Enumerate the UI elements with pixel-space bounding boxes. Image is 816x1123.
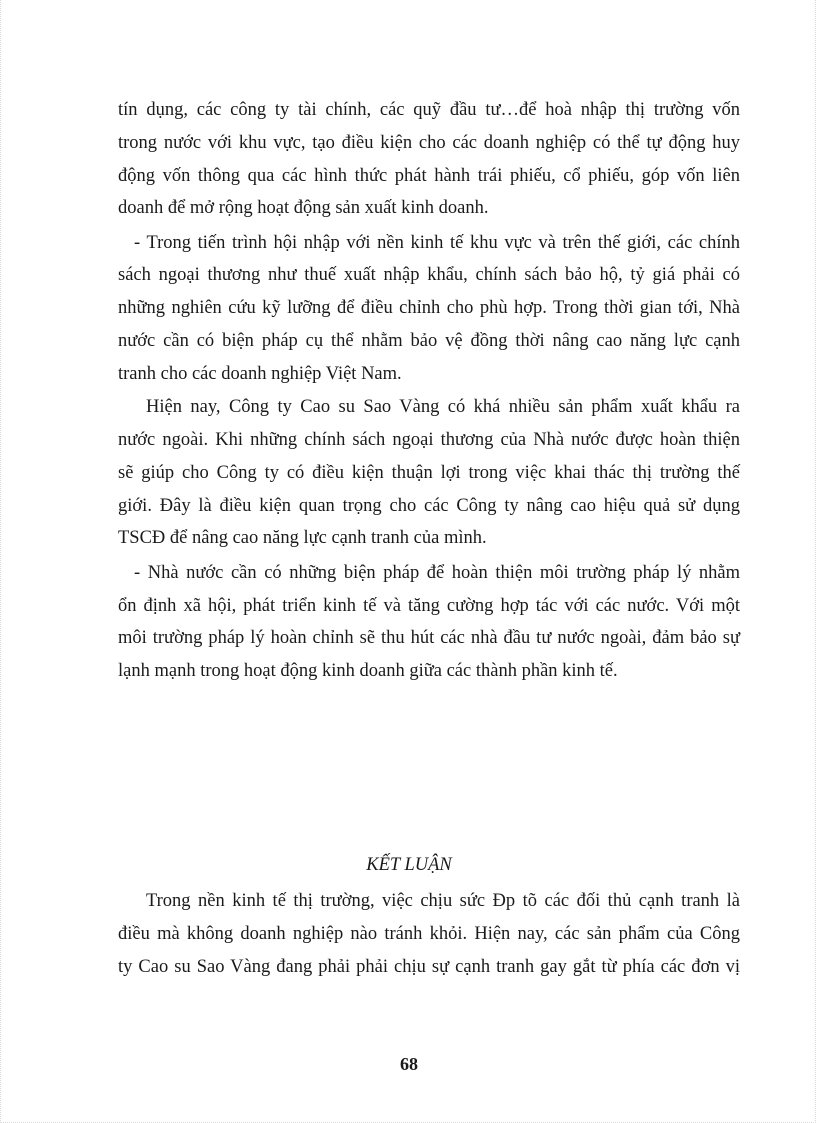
body-text-line: động vốn thông qua các hình thức phát hành trái phiếu, cổ phiếu, góp vốn liên [118, 166, 740, 186]
body-text-line: điều mà không doanh nghiệp nào tránh khỏi. Hiện nay, các sản phẩm của Công [118, 924, 740, 944]
body-text-line: ty Cao su Sao Vàng đang phải phải chịu sự cạnh tranh gay gắt từ phía các đơn vị [118, 957, 740, 977]
body-text-line: tín dụng, các công ty tài chính, các quỹ đầu tư…để hoà nhập thị trường vốn [118, 100, 740, 120]
body-text-line: Hiện nay, Công ty Cao su Sao Vàng có khá nhiều sản phẩm xuất khẩu ra [146, 397, 740, 417]
body-text-line: Trong nền kinh tế thị trường, việc chịu sức Đp tõ các đối thủ cạnh tranh là [146, 891, 740, 911]
body-text-line: - Trong tiến trình hội nhập với nền kinh tế khu vực và trên thế giới, các chính [134, 233, 740, 253]
body-text-line: sách ngoại thương như thuế xuất nhập khẩu, chính sách bảo hộ, tỷ giá phải có [118, 265, 740, 285]
body-text-line: sẽ giúp cho Công ty có điều kiện thuận lợi trong việc khai thác thị trường thế [118, 463, 740, 483]
body-text-line: doanh để mở rộng hoạt động sản xuất kinh doanh. [118, 198, 489, 218]
body-text-line: TSCĐ để nâng cao năng lực cạnh tranh của mình. [118, 528, 487, 548]
body-text-line: - Nhà nước cần có những biện pháp để hoàn thiện môi trường pháp lý nhằm [134, 563, 740, 583]
body-text-line: môi trường pháp lý hoàn chỉnh sẽ thu hút các nhà đầu tư nước ngoài, đảm bảo sự [118, 628, 740, 648]
body-text-line: nước ngoài. Khi những chính sách ngoại thương của Nhà nước được hoàn thiện [118, 430, 740, 450]
body-text-line: trong nước với khu vực, tạo điều kiện cho các doanh nghiệp có thể tự động huy [118, 133, 740, 153]
body-text-line: những nghiên cứu kỹ lưỡng để điều chỉnh cho phù hợp. Trong thời gian tới, Nhà [118, 298, 740, 318]
body-text-line: giới. Đây là điều kiện quan trọng cho các Công ty nâng cao hiệu quả sử dụng [118, 496, 740, 516]
body-text-line: ổn định xã hội, phát triển kinh tế và tăng cường hợp tác với các nước. Với một [118, 596, 740, 616]
conclusion-heading: KẾT LUẬN [366, 855, 452, 875]
page-number: 68 [400, 1054, 418, 1074]
body-text-line: tranh cho các doanh nghiệp Việt Nam. [118, 364, 402, 384]
body-text-line: lạnh mạnh trong hoạt động kinh doanh giữa các thành phần kinh tế. [118, 661, 618, 681]
body-text-line: nước cần có biện pháp cụ thể nhằm bảo vệ đồng thời nâng cao năng lực cạnh [118, 331, 740, 351]
